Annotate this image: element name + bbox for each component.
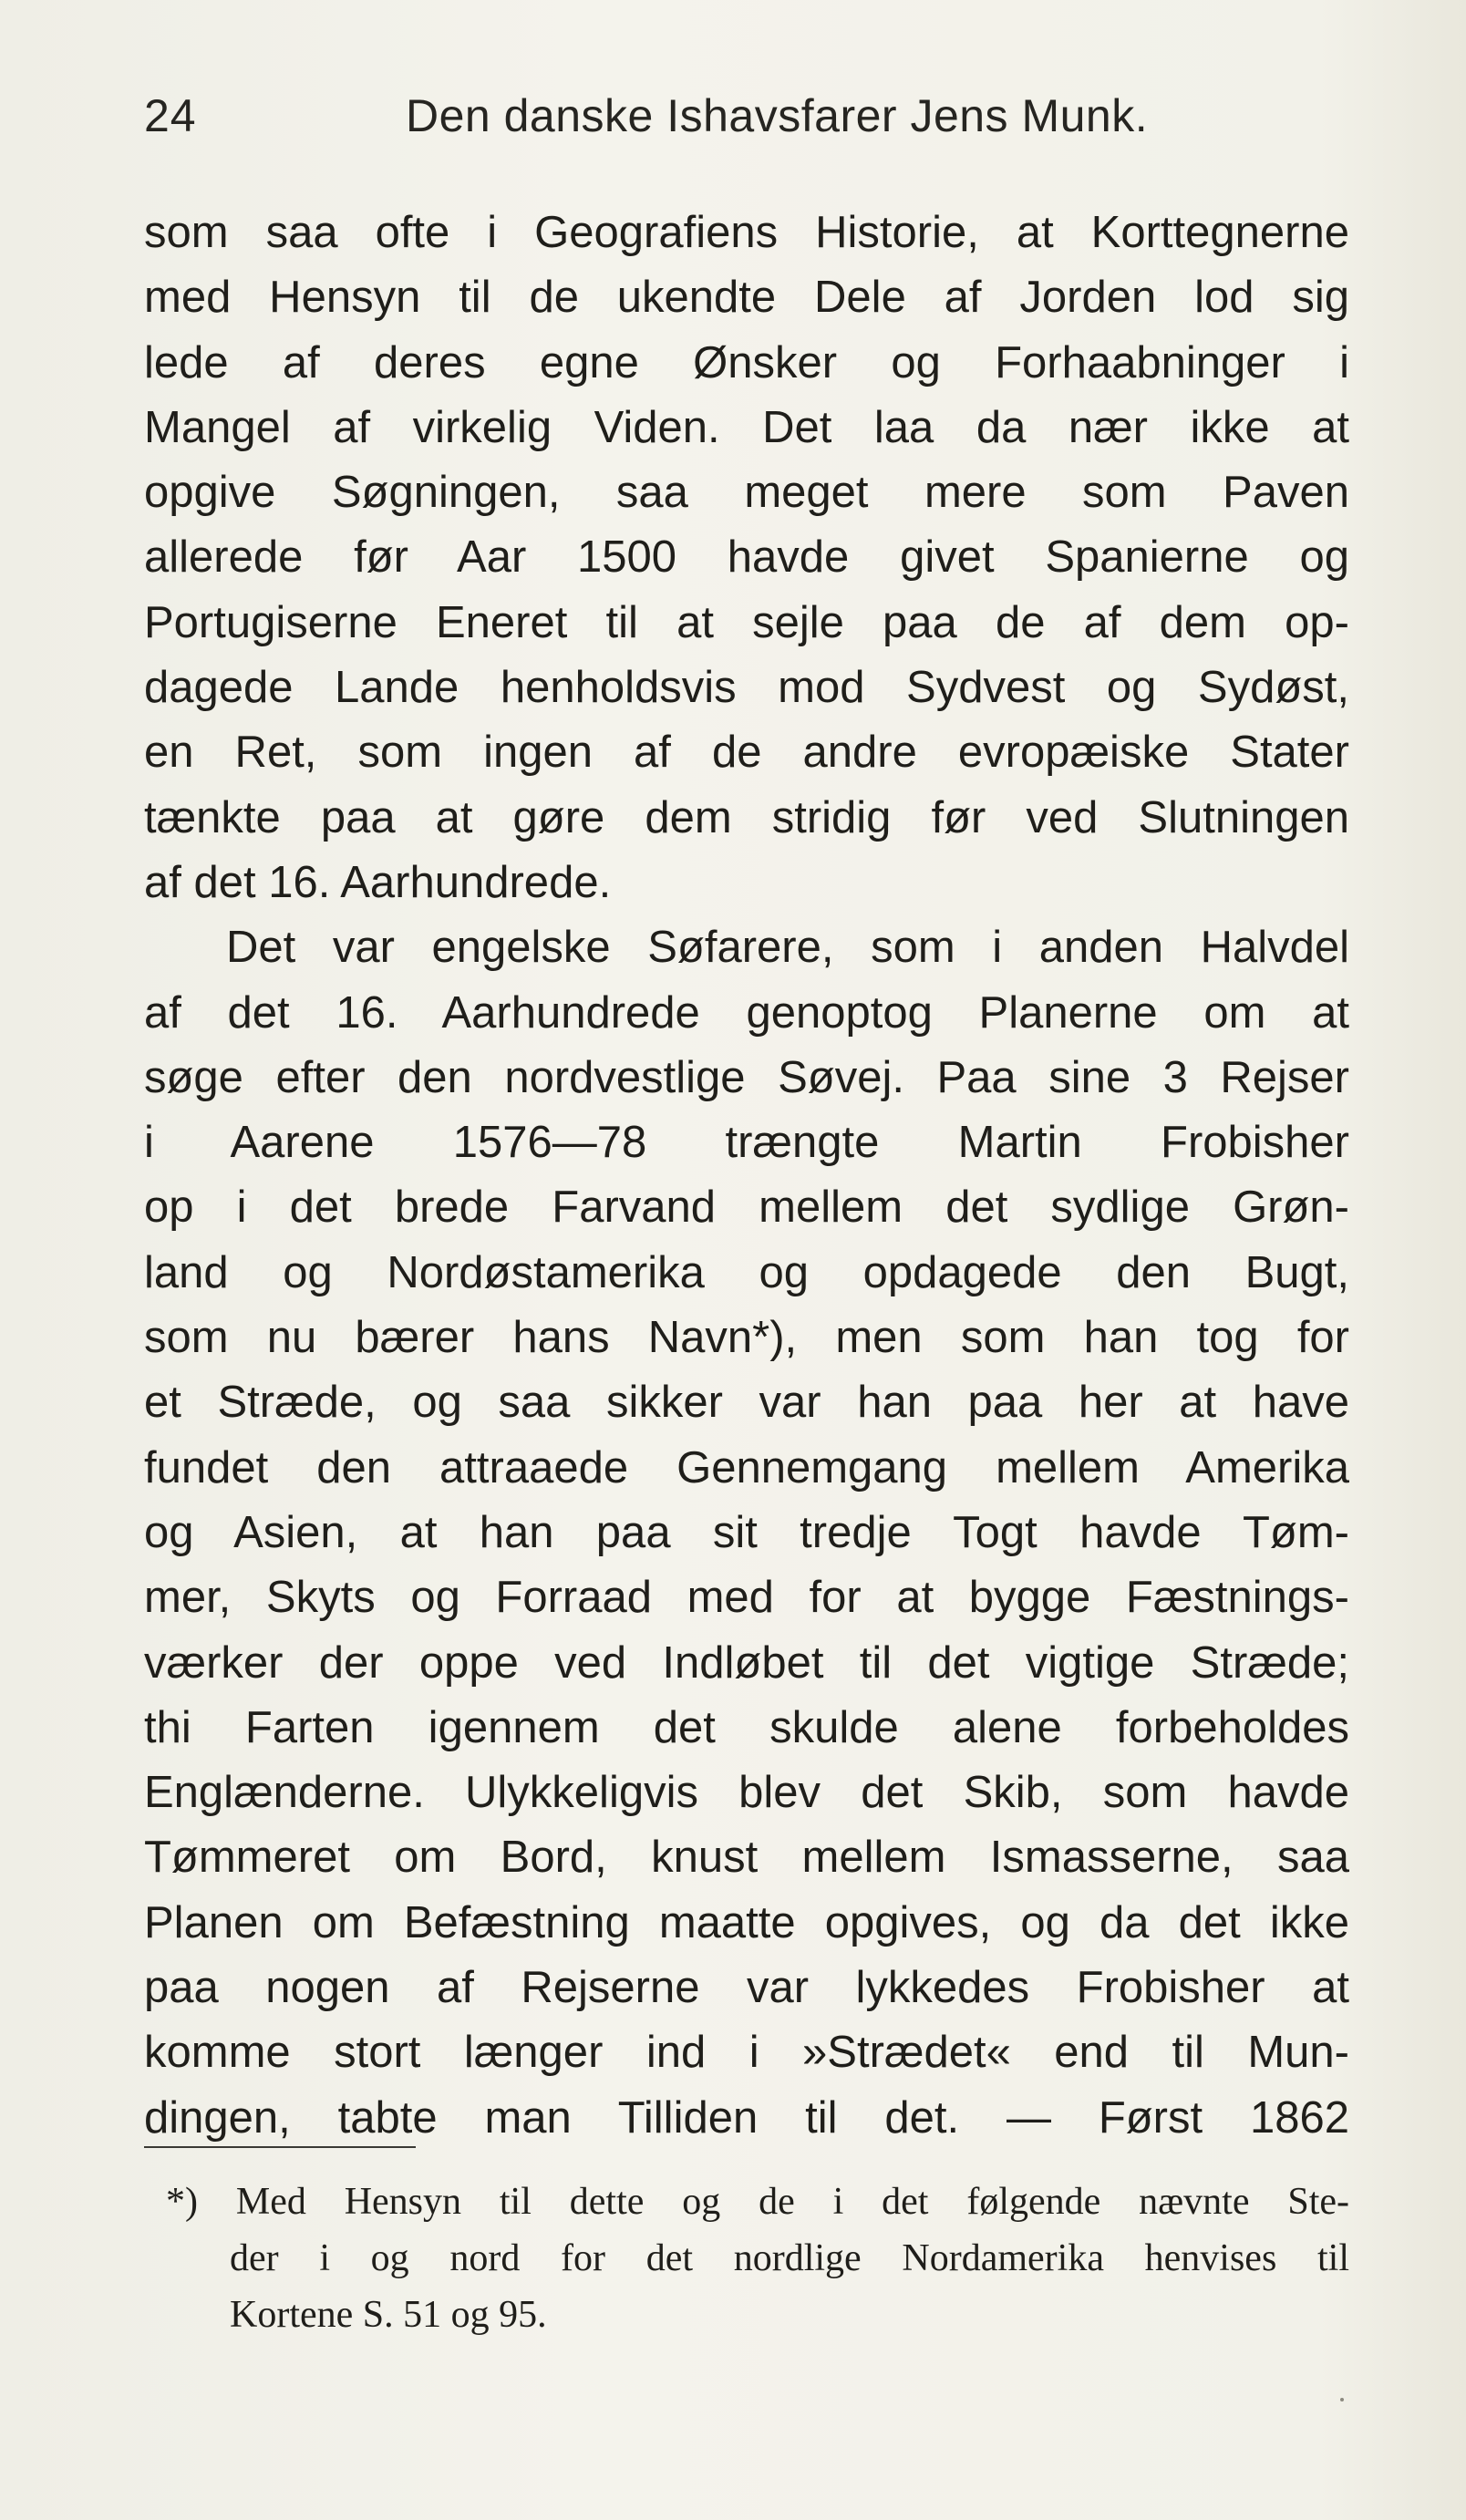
text-line: land og Nordøstamerika og opdagede den Bugt, bbox=[144, 1247, 1349, 1297]
text-line: af det 16. Aarhundrede genoptog Planerne om at bbox=[144, 987, 1349, 1038]
paragraph-start-line: Det var engelske Søfarere, som i anden Halvdel bbox=[226, 923, 1349, 973]
text-line: et Stræde, og saa sikker var han paa her at have bbox=[144, 1378, 1349, 1428]
text-line: en Ret, som ingen af de andre evropæiske Stater bbox=[144, 728, 1349, 778]
text-line: dingen, tabte man Tilliden til det. — Først 1862 bbox=[144, 2092, 1349, 2143]
text-line: mer, Skyts og Forraad med for at bygge Fæstnings- bbox=[144, 1573, 1349, 1623]
text-line: som nu bærer hans Navn*), men som han tog for bbox=[144, 1313, 1349, 1363]
footnote-line: der i og nord for det nordlige Nordamerika henvises til bbox=[230, 2237, 1349, 2279]
footnote bbox=[166, 2174, 1349, 2343]
footnote-divider bbox=[144, 2146, 416, 2148]
text-line: med Hensyn til de ukendte Dele af Jorden lod sig bbox=[144, 273, 1349, 323]
text-line: Mangel af virkelig Viden. Det laa da nær ikke at bbox=[144, 402, 1349, 452]
running-title: Den danske Ishavsfarer Jens Munk. bbox=[406, 90, 1149, 141]
text-line: fundet den attraaede Gennemgang mellem Amerika bbox=[144, 1442, 1349, 1492]
footnote-line: Kortene S. 51 og 95. bbox=[230, 2294, 547, 2336]
text-line: lede af deres egne Ønsker og Forhaabninger i bbox=[144, 337, 1349, 387]
footnote-line: *) Med Hensyn til dette og de i det følgende nævnte Ste- bbox=[166, 2181, 1349, 2223]
text-line: allerede før Aar 1500 havde givet Spanierne og bbox=[144, 532, 1349, 583]
text-line: thi Farten igennem det skulde alene forbeholdes bbox=[144, 1702, 1349, 1752]
text-line: dagede Lande henholdsvis mod Sydvest og Sydøst, bbox=[144, 663, 1349, 713]
text-line: op i det brede Farvand mellem det sydlige Grøn- bbox=[144, 1183, 1349, 1233]
text-line: opgive Søgningen, saa meget mere som Paven bbox=[144, 468, 1349, 518]
text-line: Portugiserne Eneret til at sejle paa de af dem op- bbox=[144, 597, 1349, 647]
paper-speck bbox=[1340, 2398, 1344, 2401]
text-line: tænkte paa at gøre dem stridig før ved Slutningen bbox=[144, 792, 1349, 842]
paragraph-end-line: af det 16. Aarhundrede. bbox=[144, 857, 612, 907]
page-header bbox=[144, 84, 1347, 148]
text-line: søge efter den nordvestlige Søvej. Paa sine 3 Rejser bbox=[144, 1052, 1349, 1102]
text-line: værker der oppe ved Indløbet til det vigtige Stræde; bbox=[144, 1637, 1349, 1688]
text-line: Englænderne. Ulykkeligvis blev det Skib, som havde bbox=[144, 1768, 1349, 1818]
text-line: Tømmeret om Bord, knust mellem Ismasserne, saa bbox=[144, 1833, 1349, 1883]
text-line: og Asien, at han paa sit tredje Togt havde Tøm- bbox=[144, 1507, 1349, 1557]
text-line: komme stort længer ind i »Strædet« end til Mun- bbox=[144, 2028, 1349, 2078]
text-line: som saa ofte i Geografiens Historie, at Korttegnerne bbox=[144, 208, 1349, 257]
page-number: 24 bbox=[144, 90, 197, 141]
text-line: Planen om Befæstning maatte opgives, og da det ikke bbox=[144, 1897, 1349, 1947]
text-line: i Aarene 1576—78 trængte Martin Frobisher bbox=[144, 1118, 1349, 1168]
text-line: paa nogen af Rejserne var lykkedes Frobisher at bbox=[144, 1963, 1349, 2013]
body-text bbox=[144, 201, 1349, 2151]
